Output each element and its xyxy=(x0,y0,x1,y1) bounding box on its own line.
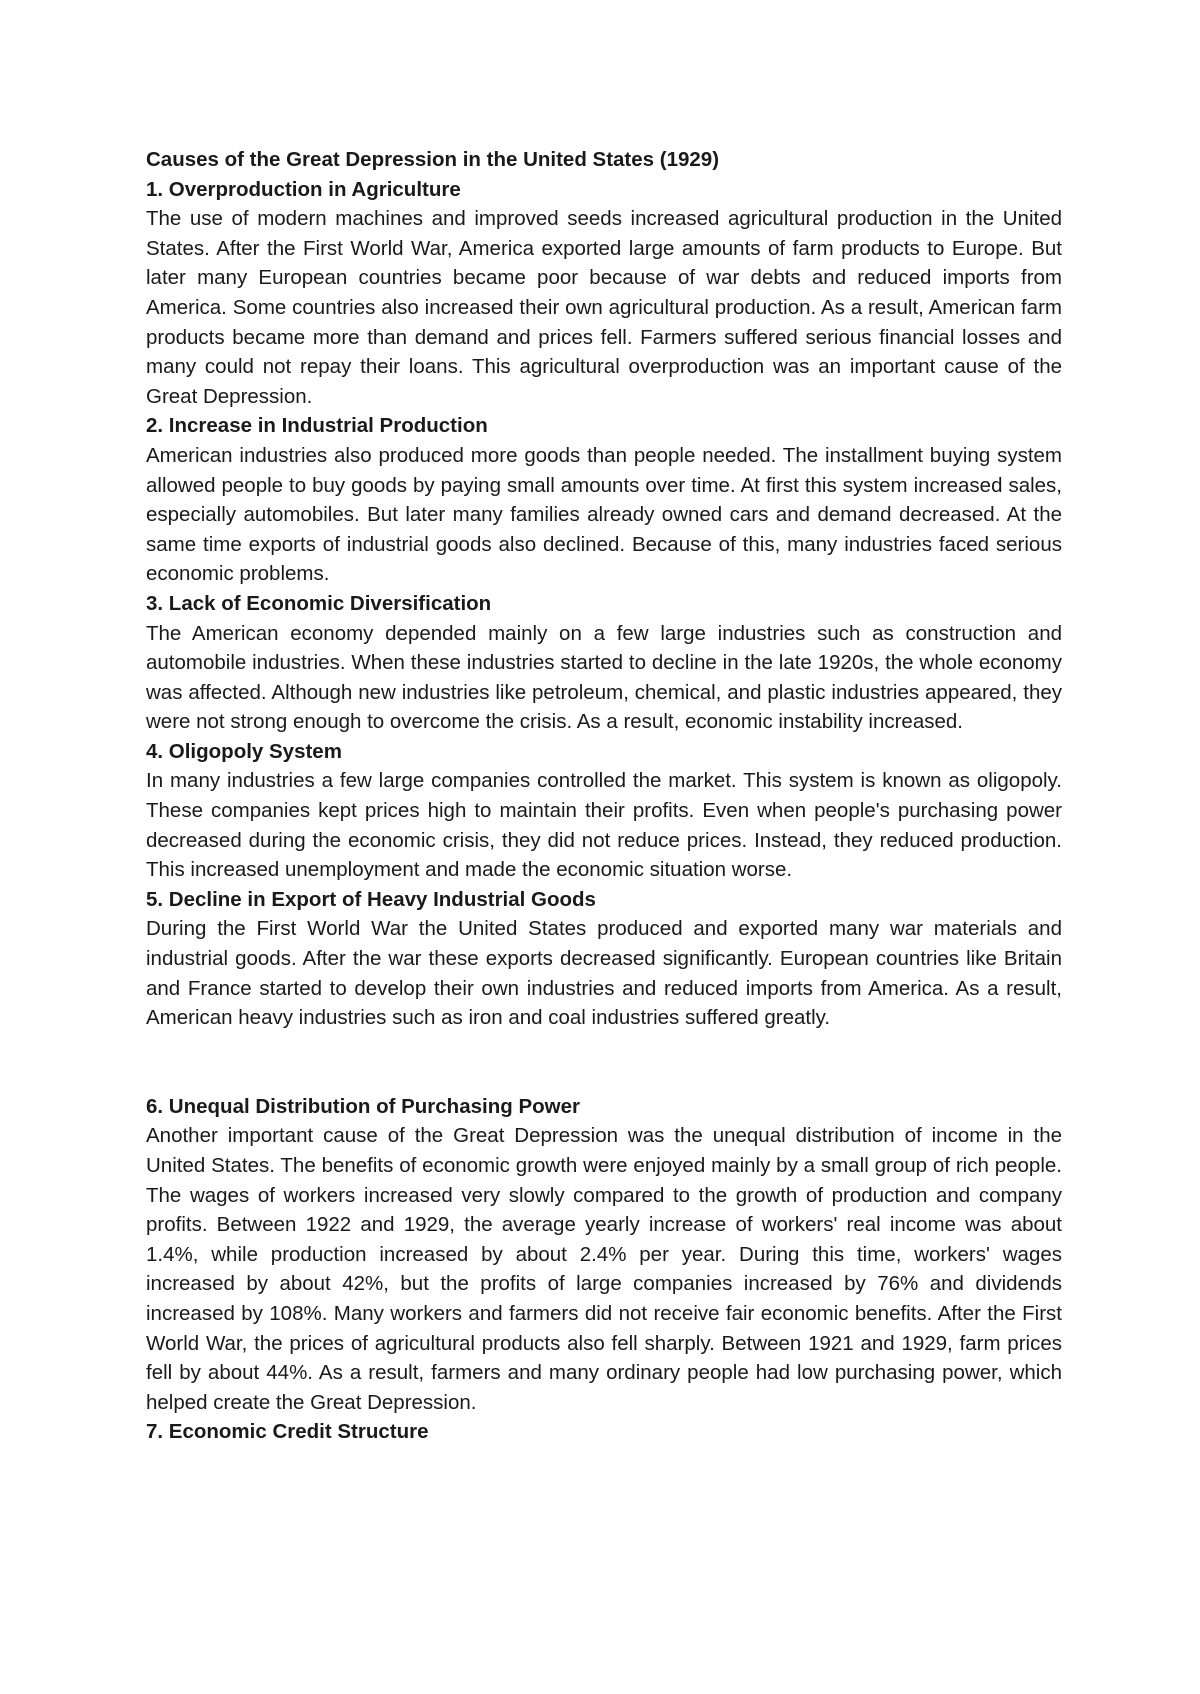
section-heading: 5. Decline in Export of Heavy Industrial Goods xyxy=(146,887,596,911)
section-paragraph: American industries also produced more goods than people needed. The installment buying system allowed people to buy goods by paying small amounts over time. At first this system increased sales, especially automobiles. But later many families already owned cars and demand decreased. At the same time exports of industrial goods also declined. Because of this, many industries faced serious economic problems. xyxy=(146,443,1062,586)
section-heading: 3. Lack of Economic Diversification xyxy=(146,591,492,615)
blank-space xyxy=(146,1033,1062,1092)
section-heading: 1. Overproduction in Agriculture xyxy=(146,177,461,201)
section-paragraph: In many industries a few large companies controlled the market. This system is known as oligopoly. These companies kept prices high to maintain their profits. Even when people's purchasing power decreased during the economic crisis, they did not reduce prices. Instead, they reduced production. This increased unemployment and made the economic situation worse. xyxy=(146,769,1062,882)
section-heading: 4. Oligopoly System xyxy=(146,739,342,763)
document-body xyxy=(146,145,1062,1447)
section-paragraph: During the First World War the United States produced and exported many war materials and industrial goods. After the war these exports decreased significantly. European countries like Britain and France started to develop their own industries and reduced imports from America. As a result, American heavy industries such as iron and coal industries suffered greatly. xyxy=(146,917,1062,1030)
section-heading: 7. Economic Credit Structure xyxy=(146,1420,429,1444)
section-heading: 2. Increase in Industrial Production xyxy=(146,414,488,438)
section-paragraph: The use of modern machines and improved seeds increased agricultural production in the United States. After the First World War, America exported large amounts of farm products to Europe. But later many European countries became poor because of war debts and reduced imports from America. Some countries also increased their own agricultural production. As a result, American farm products became more than demand and prices fell. Farmers suffered serious financial losses and many could not repay their loans. This agricultural overproduction was an important cause of the Great Depression. xyxy=(146,207,1062,408)
document-title: Causes of the Great Depression in the United States (1929) xyxy=(146,148,720,171)
section-heading: 6. Unequal Distribution of Purchasing Power xyxy=(146,1094,580,1118)
section-paragraph: The American economy depended mainly on a few large industries such as construction and automobile industries. When these industries started to decline in the late 1920s, the whole economy was affected. Although new industries like petroleum, chemical, and plastic industries appeared, they were not strong enough to overcome the crisis. As a result, economic instability increased. xyxy=(146,621,1062,734)
section-paragraph: Another important cause of the Great Depression was the unequal distribution of income in the United States. The benefits of economic growth were enjoyed mainly by a small group of rich people. The wages of workers increased very slowly compared to the growth of production and company profits. Between 1922 and 1929, the average yearly increase of workers' real income was about 1.4%, while production increased by about 2.4% per year. During this time, workers' wages increased by about 42%, but the profits of large companies increased by 76% and dividends increased by 108%. Many workers and farmers did not receive fair economic benefits. After the First World War, the prices of agricultural products also fell sharply. Between 1921 and 1929, farm prices fell by about 44%. As a result, farmers and many ordinary people had low purchasing power, which helped create the Great Depression. xyxy=(146,1124,1062,1414)
